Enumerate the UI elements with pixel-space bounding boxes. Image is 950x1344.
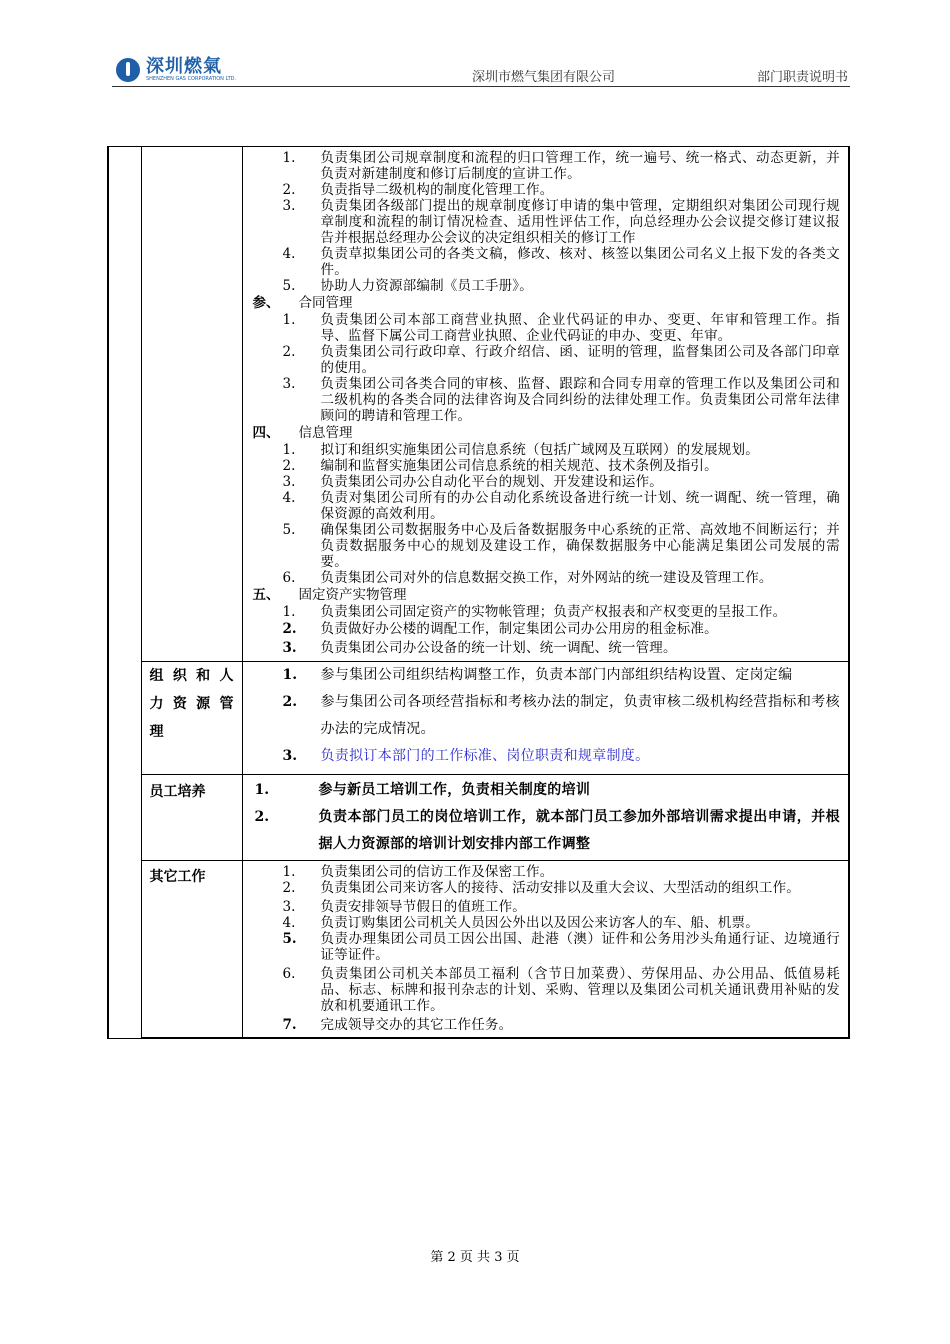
table-row <box>108 861 849 1039</box>
list-item: 2. 负责本部门员工的岗位培训工作，就本部门员工参加外部培训需求提出申请，并根据人力资源部的培训计划安排内部工作调整 <box>254 809 840 852</box>
label-cell <box>141 775 242 861</box>
list-item: 1. 负责集团公司规章制度和流程的归口管理工作，统一遍号、统一格式、动态更新，并负责对新建制度和修订后制度的宣讲工作。 <box>282 150 840 182</box>
page-header <box>112 56 850 87</box>
list-item: 6. 负责集团公司机关本部员工福利（含节日加菜费）、劳保用品、办公用品、低值易耗品、标志、标牌和报刊杂志的计划、采购、管理以及集团公司机关通讯费用补贴的发放和机要通讯工作。 <box>282 966 840 1014</box>
list-item: 5. 确保集团公司数据服务中心及后备数据服务中心系统的正常、高效地不间断运行；并负责数据服务中心的规划及建设工作，确保数据服务中心能满足集团公司发展的需要。 <box>282 522 840 570</box>
table-row <box>108 775 849 861</box>
row-label: 力资源管 <box>149 696 234 712</box>
list-item: 5. 协助人力资源部编制《员工手册》。 <box>282 278 533 294</box>
content-cell <box>242 861 849 1039</box>
document-type: 部门职责说明书 <box>756 70 848 85</box>
list-item: 2. 负责集团公司行政印章、行政介绍信、函、证明的管理，监督集团公司及各部门印章的使用。 <box>282 344 840 376</box>
list-item: 2. 负责做好办公楼的调配工作，制定集团公司办公用房的租金标准。 <box>282 621 718 637</box>
section-heading: 四、 信息管理 <box>252 425 353 441</box>
label-cell <box>141 147 242 662</box>
section-heading: 参、 合同管理 <box>252 295 353 311</box>
table-row <box>108 147 849 662</box>
content-cell <box>242 662 849 775</box>
row-label: 理 <box>149 724 164 740</box>
company-name: 深圳市燃气集团有限公司 <box>472 70 616 85</box>
table-row <box>108 662 849 775</box>
list-item: 3. 负责集团公司各类合同的审核、监督、跟踪和合同专用章的管理工作以及集团公司和二级机构的各类合同的法律咨询及合同纠纷的法律处理工作。负责集团公司常年法律顾问的聘请和管理工作。 <box>282 376 840 424</box>
list-item: 4. 负责订购集团公司机关人员因公外出以及因公来访客人的车、船、机票。 <box>282 915 759 931</box>
list-item: 2. 编制和监督实施集团公司信息系统的相关规范、技术条例及指引。 <box>282 458 718 474</box>
content-cell <box>242 775 849 861</box>
logo-cn-text: 深圳燃氣 <box>146 56 222 77</box>
list-item: 1. 负责集团公司固定资产的实物帐管理；负责产权报表和产权变更的呈报工作。 <box>282 604 787 620</box>
list-item: 3. 负责集团公司办公自动化平台的规划、开发建设和运作。 <box>282 474 663 490</box>
list-item: 2. 负责指导二级机构的制度化管理工作。 <box>282 182 554 198</box>
row-label: 组织和人 <box>149 668 234 684</box>
responsibility-table <box>107 146 850 1039</box>
list-item: 4. 负责对集团公司所有的办公自动化系统设备进行统一计划、统一调配、统一管理，确保资源的高效利用。 <box>282 490 840 522</box>
list-item: 1. 负责集团公司的信访工作及保密工作。 <box>282 864 554 880</box>
company-logo <box>116 58 236 82</box>
list-item: 4. 负责草拟集团公司的各类文稿，修改、核对、核签以集团公司名义上报下发的各类文件。 <box>282 246 840 278</box>
content-cell <box>242 147 849 662</box>
row-label: 员工培养 <box>149 784 206 800</box>
label-cell <box>141 861 242 1039</box>
list-item: 3. 负责集团各级部门提出的规章制度修订申请的集中管理，定期组织对集团公司现行规章制度和流程的制订情况检查、适用性评估工作，向总经理办公会议提交修订建议报告并根据总经理办公会议的决定组织相关的修订工作 <box>282 198 840 246</box>
logo-en-text: SHENZHEN GAS CORPORATION LTD. <box>146 76 237 82</box>
row-label: 其它工作 <box>149 869 206 885</box>
list-item: 1. 拟订和组织实施集团公司信息系统（包括广域网及互联网）的发展规划。 <box>282 442 759 458</box>
list-item: 6. 负责集团公司对外的信息数据交换工作，对外网站的统一建设及管理工作。 <box>282 570 773 586</box>
list-item: 2. 参与集团公司各项经营指标和考核办法的制定，负责审核二级机构经营指标和考核办法的完成情况。 <box>282 694 840 737</box>
list-item: 2. 负责集团公司来访客人的接待、活动安排以及重大会议、大型活动的组织工作。 <box>282 880 800 896</box>
list-item: 1. 负责集团公司本部工商营业执照、企业代码证的申办、变更、年审和管理工作。指导、监督下属公司工商营业执照、企业代码证的申办、变更、年审。 <box>282 312 840 344</box>
list-item: 3. 负责拟订本部门的工作标准、岗位职责和规章制度。 <box>282 748 650 764</box>
section-heading: 五、 固定资产实物管理 <box>252 587 407 603</box>
list-item: 5. 负责办理集团公司员工因公出国、赴港（澳）证件和公务用沙头角通行证、边境通行证等证件。 <box>282 931 840 963</box>
category-cell <box>108 147 141 1039</box>
list-item: 7. 完成领导交办的其它工作任务。 <box>282 1017 513 1033</box>
list-item: 3. 负责集团公司办公设备的统一计划、统一调配、统一管理。 <box>282 640 677 656</box>
flame-logo-icon <box>116 58 140 82</box>
list-item: 3. 负责安排领导节假日的值班工作。 <box>282 899 526 915</box>
list-item: 1. 参与集团公司组织结构调整工作，负责本部门内部组织结构设置、定岗定编 <box>282 667 793 683</box>
page-number: 第 2 页 共 3 页 <box>430 1250 520 1265</box>
label-cell <box>141 662 242 775</box>
list-item: 1. 参与新员工培训工作，负责相关制度的培训 <box>254 782 591 798</box>
